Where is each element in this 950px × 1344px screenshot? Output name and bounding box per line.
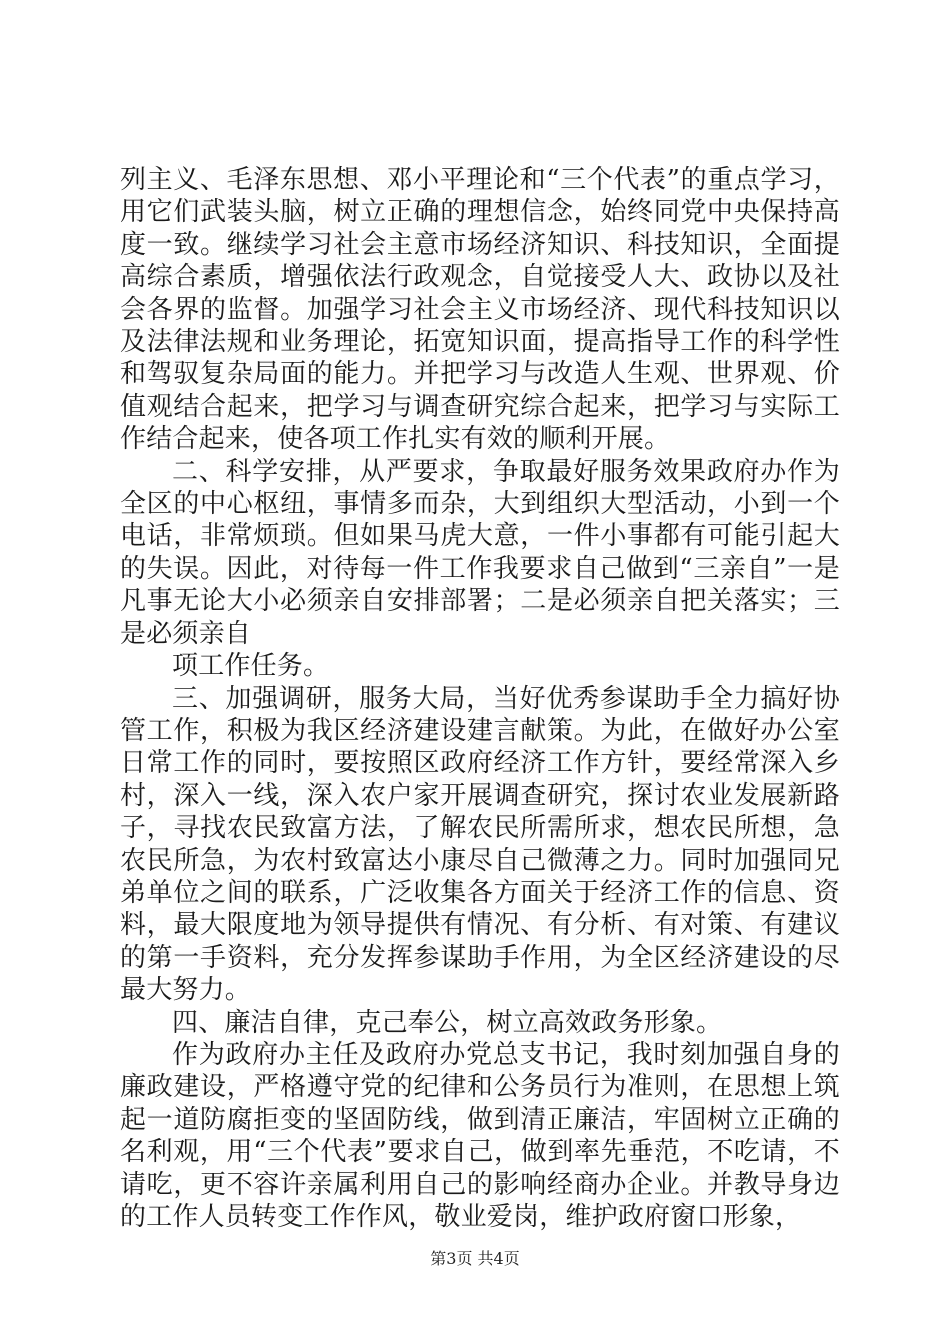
page-number-footer: 第3页 共4页 bbox=[430, 1249, 520, 1268]
paragraph-fragment: 项工作任务。 bbox=[172, 651, 330, 682]
paragraph-section-two: 二、科学安排，从严要求，争取最好服务效果政府办作为全区的中心枢纽，事情多而杂，大到组织大型活动，小到一个电话，非常烦琐。但如果马虎大意，一件小事都有可能引起大的失误。因此，对待每一件工作我要求自己做到“三亲自”一是凡事无论大小必须亲自安排部署；二是必须亲自把关落实；三是必须亲自 bbox=[120, 456, 840, 649]
paragraph-section-four-heading: 四、廉洁自律，克己奉公，树立高效政务形象。 bbox=[172, 1007, 723, 1038]
paragraph-section-three: 三、加强调研，服务大局，当好优秀参谋助手全力搞好协管工作，积极为我区经济建设建言献策。为此，在做好办公室日常工作的同时，要按照区政府经济工作方针，要经常深入乡村，深入一线，深入农户家开展调查研究，探讨农业发展新路子，寻找农民致富方法，了解农民所需所求，想农民所想，急农民所急，为农村致富达小康尽自己微薄之力。同时加强同兄弟单位之间的联系，广泛收集各方面关于经济工作的信息、资料，最大限度地为领导提供有情况、有分析、有对策、有建议的第一手资料，充分发挥参谋助手作用，为全区经济建设的尽最大努力。 bbox=[120, 683, 840, 1006]
paragraph-study: 列主义、毛泽东思想、邓小平理论和“三个代表”的重点学习，用它们武装头脑，树立正确的理想信念，始终同党中央保持高度一致。继续学习社会主意市场经济知识、科技知识，全面提高综合素质，增强依法行政观念，自觉接受人大、政协以及社会各界的监督。加强学习社会主义市场经济、现代科技知识以及法律法规和业务理论，拓宽知识面，提高指导工作的科学性和驾驭复杂局面的能力。并把学习与改造人生观、世界观、价值观结合起来，把学习与调查研究综合起来，把学习与实际工作结合起来，使各项工作扎实有效的顺利开展。 bbox=[120, 165, 840, 455]
paragraph-section-four-body: 作为政府办主任及政府办党总支书记，我时刻加强自身的廉政建设，严格遵守党的纪律和公务员行为准则，在思想上筑起一道防腐拒变的坚固防线，做到清正廉洁，牢固树立正确的名利观，用“三个代表”要求自己，做到率先垂范，不吃请，不请吃，更不容许亲属利用自己的影响经商办企业。并教导身边的工作人员转变工作作风，敬业爱岗，维护政府窗口形象， bbox=[120, 1039, 840, 1232]
document-body bbox=[120, 164, 840, 1233]
